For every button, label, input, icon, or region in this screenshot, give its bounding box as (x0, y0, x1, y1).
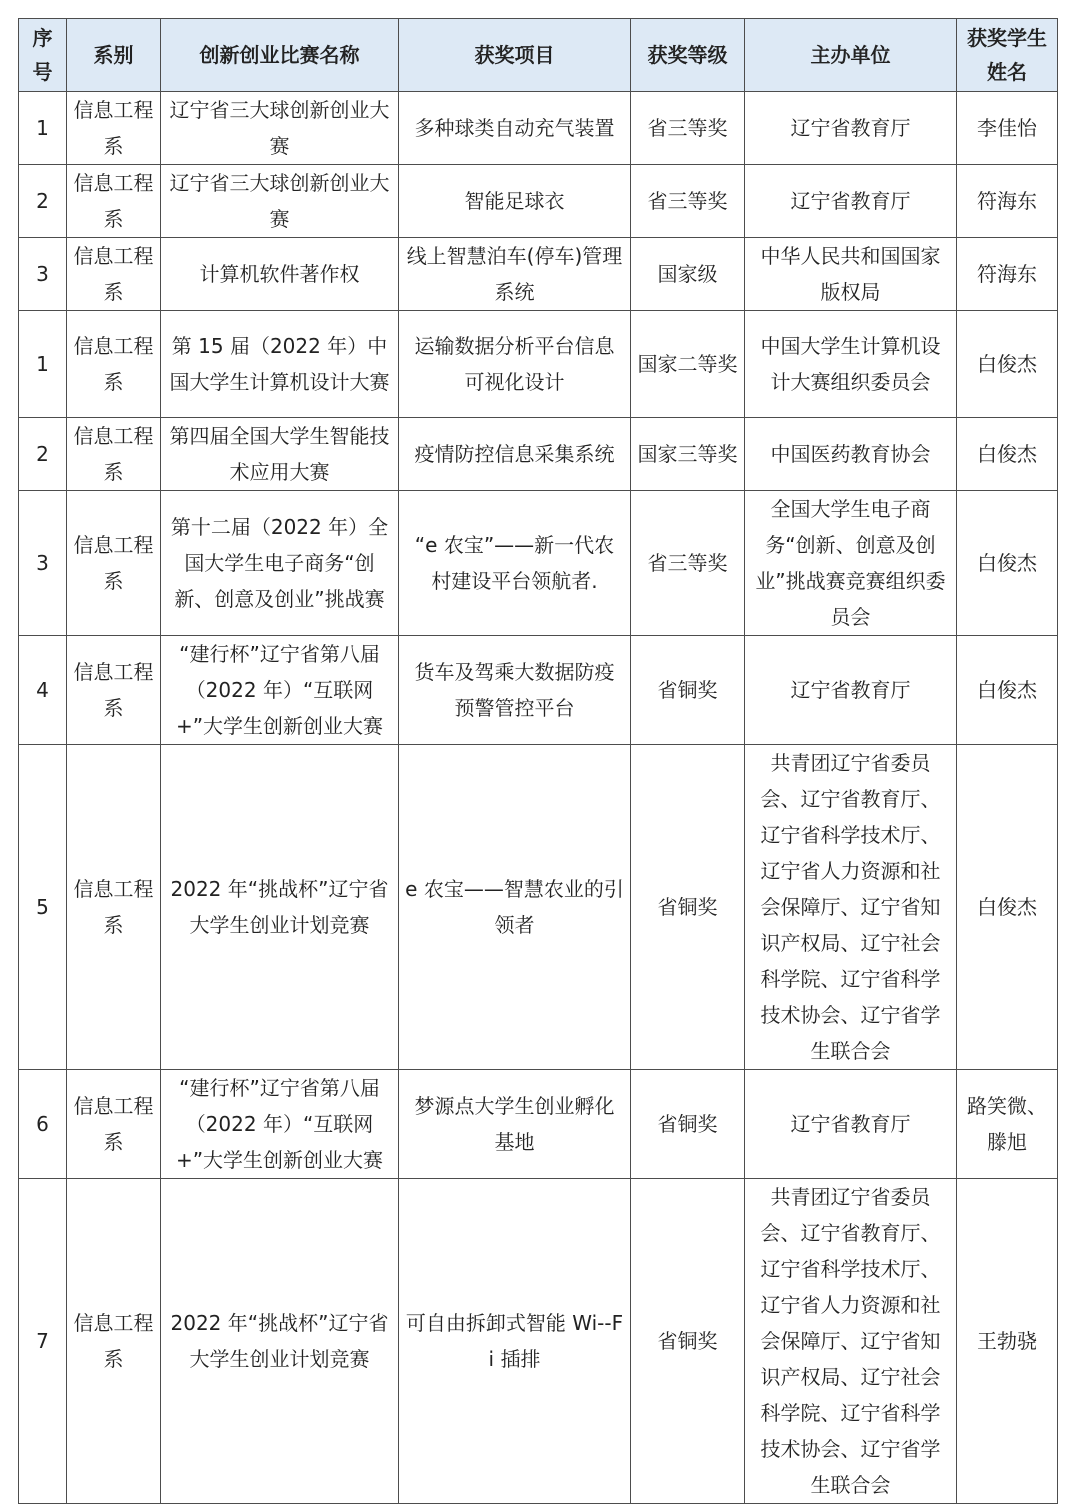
cell-department: 信息工程系 (67, 165, 161, 238)
cell-student-name: 白俊杰 (957, 491, 1058, 636)
cell-award-project: 运输数据分析平台信息可视化设计 (399, 311, 631, 418)
header-competition-name: 创新创业比赛名称 (161, 19, 399, 92)
cell-serial-number: 4 (19, 636, 67, 745)
cell-department: 信息工程系 (67, 745, 161, 1070)
cell-serial-number: 5 (19, 745, 67, 1070)
table-row (19, 92, 1058, 165)
header-row (19, 19, 1058, 92)
cell-award-project: e 农宝——智慧农业的引领者 (399, 745, 631, 1070)
cell-serial-number: 7 (19, 1179, 67, 1504)
cell-department: 信息工程系 (67, 311, 161, 418)
header-department: 系别 (67, 19, 161, 92)
cell-organizer: 辽宁省教育厅 (745, 165, 957, 238)
cell-award-project: 可自由拆卸式智能 Wi--Fi 插排 (399, 1179, 631, 1504)
cell-award-level: 国家级 (631, 238, 745, 311)
cell-award-level: 省铜奖 (631, 636, 745, 745)
cell-student-name: 王勃骁 (957, 1179, 1058, 1504)
cell-student-name: 白俊杰 (957, 418, 1058, 491)
table-row (19, 238, 1058, 311)
table-row (19, 745, 1058, 1070)
table-header (19, 19, 1058, 92)
cell-award-project: 智能足球衣 (399, 165, 631, 238)
cell-department: 信息工程系 (67, 636, 161, 745)
cell-serial-number: 3 (19, 491, 67, 636)
cell-student-name: 路笑微、滕旭 (957, 1070, 1058, 1179)
award-table (18, 18, 1058, 1504)
cell-student-name: 符海东 (957, 238, 1058, 311)
table-row (19, 491, 1058, 636)
cell-department: 信息工程系 (67, 418, 161, 491)
cell-competition-name: 2022 年“挑战杯”辽宁省大学生创业计划竞赛 (161, 1179, 399, 1504)
cell-department: 信息工程系 (67, 1070, 161, 1179)
table-row (19, 1179, 1058, 1504)
cell-department: 信息工程系 (67, 1179, 161, 1504)
cell-organizer: 辽宁省教育厅 (745, 92, 957, 165)
header-student-name: 获奖学生姓名 (957, 19, 1058, 92)
table-row (19, 311, 1058, 418)
cell-award-level: 省三等奖 (631, 165, 745, 238)
cell-award-project: “e 农宝”——新一代农村建设平台领航者. (399, 491, 631, 636)
cell-serial-number: 6 (19, 1070, 67, 1179)
cell-department: 信息工程系 (67, 92, 161, 165)
cell-award-project: 疫情防控信息采集系统 (399, 418, 631, 491)
cell-organizer: 全国大学生电子商务“创新、创意及创业”挑战赛竞赛组织委员会 (745, 491, 957, 636)
cell-competition-name: 辽宁省三大球创新创业大赛 (161, 92, 399, 165)
cell-student-name: 白俊杰 (957, 636, 1058, 745)
cell-serial-number: 1 (19, 311, 67, 418)
cell-competition-name: 计算机软件著作权 (161, 238, 399, 311)
cell-award-level: 省三等奖 (631, 92, 745, 165)
cell-student-name: 白俊杰 (957, 745, 1058, 1070)
header-award-level: 获奖等级 (631, 19, 745, 92)
table-row (19, 1070, 1058, 1179)
cell-department: 信息工程系 (67, 491, 161, 636)
header-serial-number: 序号 (19, 19, 67, 92)
cell-serial-number: 2 (19, 165, 67, 238)
cell-organizer: 共青团辽宁省委员会、辽宁省教育厅、辽宁省科学技术厅、辽宁省人力资源和社会保障厅、辽宁省知识产权局、辽宁社会科学院、辽宁省科学技术协会、辽宁省学生联合会 (745, 1179, 957, 1504)
header-award-project: 获奖项目 (399, 19, 631, 92)
header-organizer: 主办单位 (745, 19, 957, 92)
cell-serial-number: 3 (19, 238, 67, 311)
cell-award-level: 省铜奖 (631, 1179, 745, 1504)
cell-organizer: 中国大学生计算机设计大赛组织委员会 (745, 311, 957, 418)
table-row (19, 636, 1058, 745)
cell-serial-number: 2 (19, 418, 67, 491)
cell-award-level: 国家二等奖 (631, 311, 745, 418)
cell-competition-name: 第四届全国大学生智能技术应用大赛 (161, 418, 399, 491)
cell-award-level: 国家三等奖 (631, 418, 745, 491)
cell-competition-name: “建行杯”辽宁省第八届（2022 年）“互联网+”大学生创新创业大赛 (161, 1070, 399, 1179)
cell-student-name: 李佳怡 (957, 92, 1058, 165)
cell-award-project: 货车及驾乘大数据防疫预警管控平台 (399, 636, 631, 745)
cell-organizer: 中华人民共和国国家版权局 (745, 238, 957, 311)
cell-serial-number: 1 (19, 92, 67, 165)
table-row (19, 418, 1058, 491)
cell-competition-name: 辽宁省三大球创新创业大赛 (161, 165, 399, 238)
table-row (19, 165, 1058, 238)
cell-organizer: 中国医药教育协会 (745, 418, 957, 491)
cell-competition-name: 2022 年“挑战杯”辽宁省大学生创业计划竞赛 (161, 745, 399, 1070)
cell-department: 信息工程系 (67, 238, 161, 311)
cell-organizer: 共青团辽宁省委员会、辽宁省教育厅、辽宁省科学技术厅、辽宁省人力资源和社会保障厅、辽宁省知识产权局、辽宁社会科学院、辽宁省科学技术协会、辽宁省学生联合会 (745, 745, 957, 1070)
cell-award-project: 线上智慧泊车(停车)管理系统 (399, 238, 631, 311)
cell-organizer: 辽宁省教育厅 (745, 636, 957, 745)
cell-award-project: 多种球类自动充气装置 (399, 92, 631, 165)
cell-award-level: 省铜奖 (631, 1070, 745, 1179)
cell-organizer: 辽宁省教育厅 (745, 1070, 957, 1179)
cell-award-level: 省铜奖 (631, 745, 745, 1070)
cell-student-name: 符海东 (957, 165, 1058, 238)
table-body (19, 92, 1058, 1504)
cell-student-name: 白俊杰 (957, 311, 1058, 418)
cell-competition-name: 第 15 届（2022 年）中国大学生计算机设计大赛 (161, 311, 399, 418)
cell-competition-name: 第十二届（2022 年）全国大学生电子商务“创新、创意及创业”挑战赛 (161, 491, 399, 636)
cell-award-project: 梦源点大学生创业孵化基地 (399, 1070, 631, 1179)
cell-competition-name: “建行杯”辽宁省第八届（2022 年）“互联网+”大学生创新创业大赛 (161, 636, 399, 745)
cell-award-level: 省三等奖 (631, 491, 745, 636)
